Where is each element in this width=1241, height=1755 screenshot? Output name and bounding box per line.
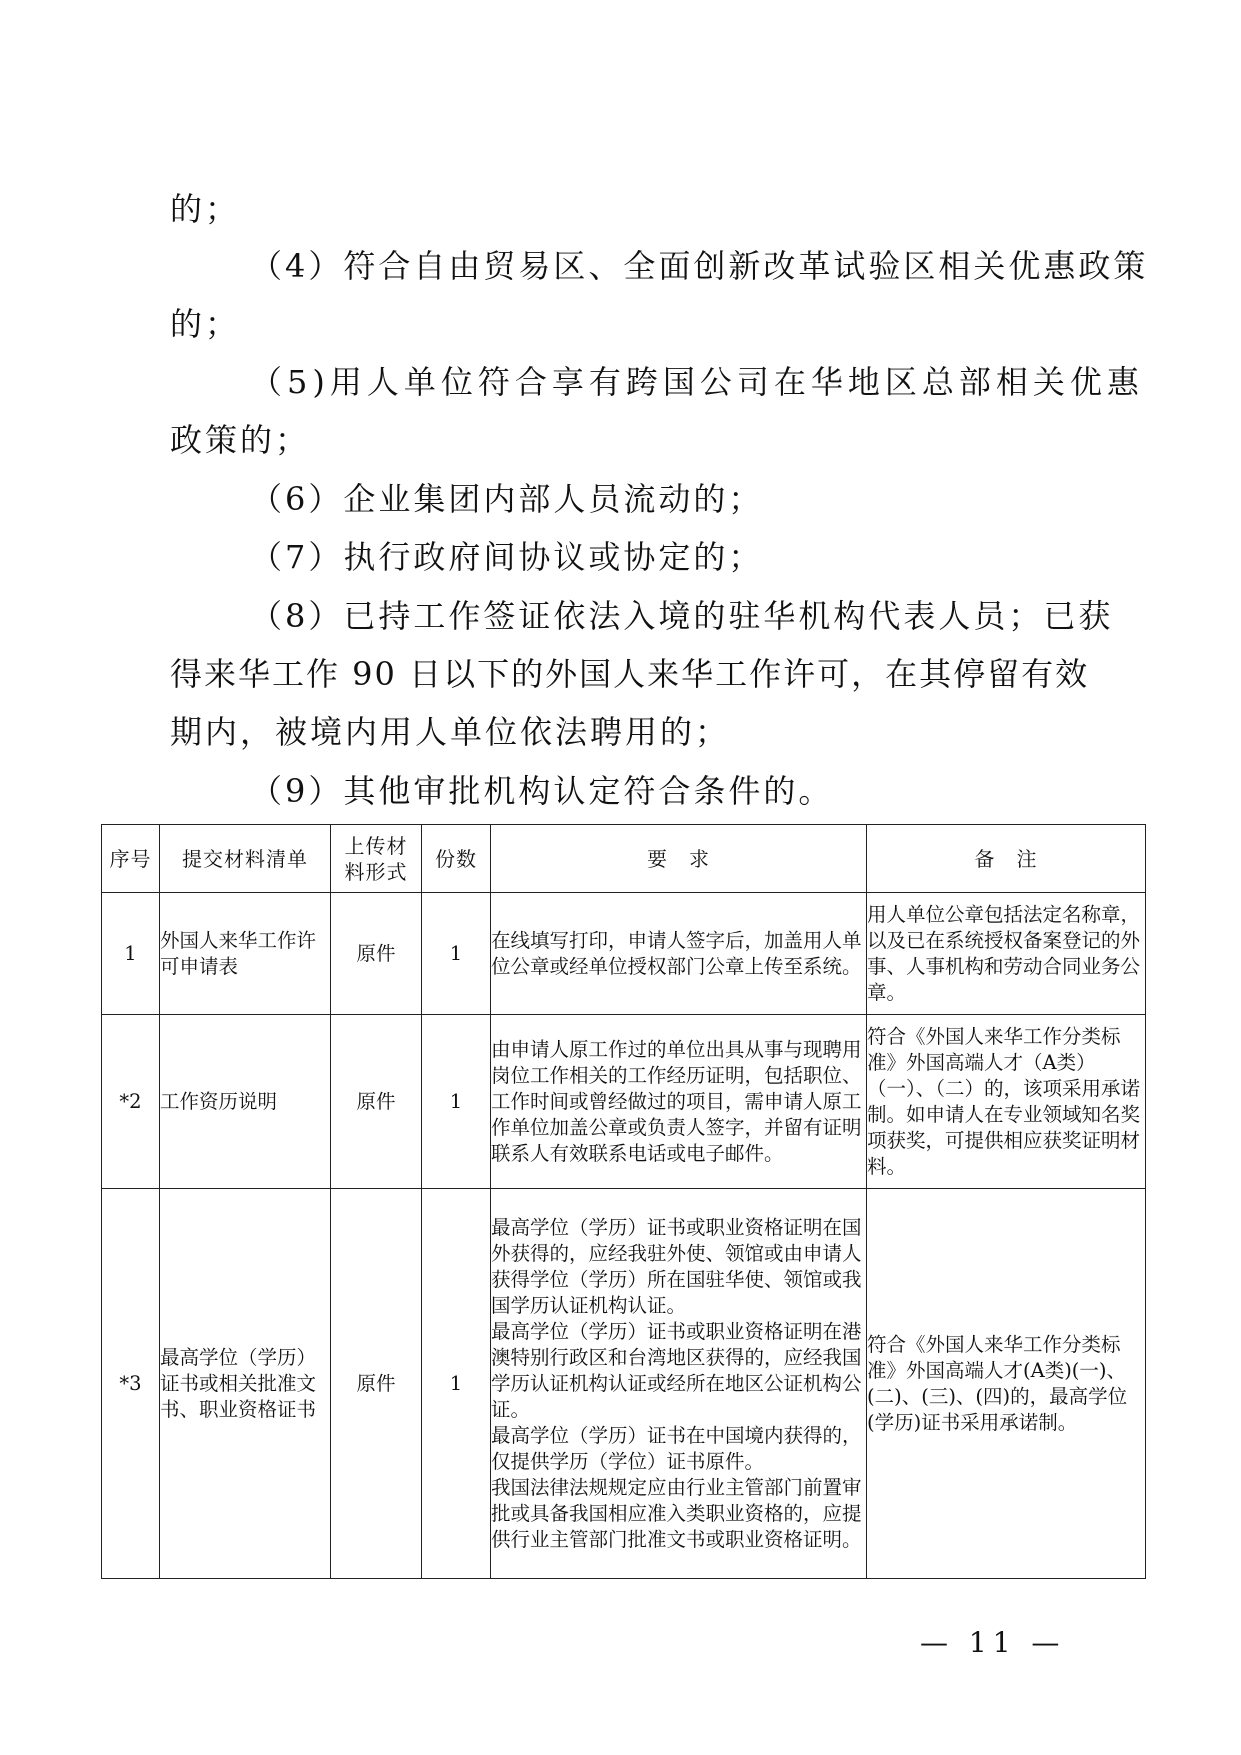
page-number: — 11 —: [920, 1626, 1066, 1659]
table-row: [102, 1189, 1146, 1579]
requirement-text: 我国法律法规规定应由行业主管部门前置审批或具备我国相应准入类职业资格的，应提供行业主管部门批准文书或职业资格证明。: [491, 1475, 862, 1551]
table-header-row: [102, 825, 1146, 893]
header-requirements: 要 求: [491, 825, 867, 893]
paragraph-item-8-cont-1: 得来华工作 90 日以下的外国人来华工作许可，在其停留有效: [170, 655, 1090, 693]
row-form: 原件: [331, 1189, 422, 1579]
requirement-text: 最高学位（学历）证书或职业资格证明在港澳特别行政区和台湾地区获得的，应经我国学历认证机构认证或经所在地区公证机构公证。: [491, 1319, 862, 1421]
row-form: 原件: [331, 893, 422, 1015]
requirement-text: 在线填写打印，申请人签字后，加盖用人单位公章或经单位授权部门公章上传至系统。: [491, 928, 862, 978]
requirement-text: 最高学位（学历）证书在中国境内获得的，仅提供学历（学位）证书原件。: [491, 1423, 862, 1473]
row-copies: 1: [422, 1015, 491, 1189]
requirement-text: 最高学位（学历）证书或职业资格证明在国外获得的，应经我驻外使、领馆或由申请人获得学位（学历）所在国驻华使、领馆或我国学历认证机构认证。: [491, 1215, 862, 1317]
materials-table: [101, 824, 1146, 1579]
row-requirements: [491, 893, 867, 1015]
header-remarks: 备 注: [867, 825, 1146, 893]
table-row: [102, 1015, 1146, 1189]
row-remarks: 符合《外国人来华工作分类标准》外国高端人才(A类)(一)、(二)、(三)、(四)的，最高学位(学历)证书采用承诺制。: [867, 1189, 1146, 1579]
paragraph-item-5-cont: 政策的；: [170, 421, 311, 459]
header-materials: 提交材料清单: [160, 825, 331, 893]
paragraph-item-8-cont-2: 期内，被境内用人单位依法聘用的；: [170, 713, 731, 751]
paragraph-item-4: （4）符合自由贸易区、全面创新改革试验区相关优惠政策: [250, 247, 1149, 285]
row-remarks: 用人单位公章包括法定名称章，以及已在系统授权备案登记的外事、人事机构和劳动合同业务公章。: [867, 893, 1146, 1015]
paragraph-item-6: （6）企业集团内部人员流动的；: [250, 480, 764, 518]
row-seq: *3: [102, 1189, 160, 1579]
paragraph-item-7: （7）执行政府间协议或协定的；: [250, 538, 764, 576]
paragraph-item-8: （8）已持工作签证依法入境的驻华机构代表人员；已获: [250, 597, 1114, 635]
requirement-text: 由申请人原工作过的单位出具从事与现聘用岗位工作相关的工作经历证明，包括职位、工作时间或曾经做过的项目，需申请人原工作单位加盖公章或负责人签字，并留有证明联系人有效联系电话或电子邮件。: [491, 1037, 862, 1165]
row-seq: 1: [102, 893, 160, 1015]
row-form: 原件: [331, 1015, 422, 1189]
row-remarks: 符合《外国人来华工作分类标准》外国高端人才（A类）（一）、（二）的，该项采用承诺制。如申请人在专业领域知名奖项获奖，可提供相应获奖证明材料。: [867, 1015, 1146, 1189]
row-materials: 外国人来华工作许可申请表: [160, 893, 331, 1015]
row-requirements: [491, 1015, 867, 1189]
header-seq: 序号: [102, 825, 160, 893]
header-form-line2: 料形式: [344, 859, 408, 884]
row-requirements: [491, 1189, 867, 1579]
paragraph-item-5: （5)用人单位符合享有跨国公司在华地区总部相关优惠: [250, 363, 1144, 401]
paragraph-item-9: （9）其他审批机构认定符合条件的。: [250, 772, 834, 810]
header-form: [331, 825, 422, 893]
paragraph-item-4-cont: 的；: [170, 305, 241, 343]
row-materials: 最高学位（学历）证书或相关批准文书、职业资格证书: [160, 1189, 331, 1579]
row-copies: 1: [422, 893, 491, 1015]
row-materials: 工作资历说明: [160, 1015, 331, 1189]
row-seq: *2: [102, 1015, 160, 1189]
row-copies: 1: [422, 1189, 491, 1579]
table-row: [102, 893, 1146, 1015]
paragraph-continuation-1: 的；: [170, 190, 241, 228]
header-form-line1: 上传材: [344, 833, 408, 858]
header-copies: 份数: [422, 825, 491, 893]
